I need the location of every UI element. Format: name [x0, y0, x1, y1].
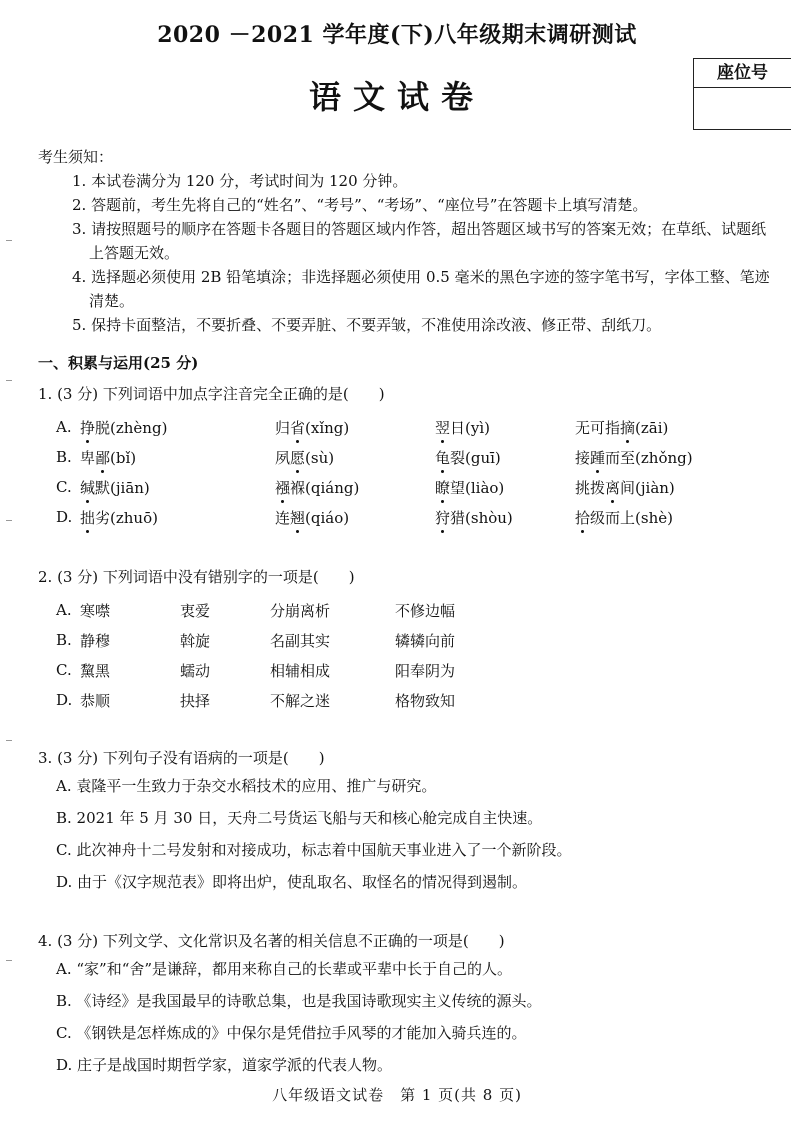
notice-item: 1. 本试卷满分为 120 分，考试时间为 120 分钟。: [72, 172, 408, 190]
option-word: [275, 507, 349, 528]
option-word: 恭顺: [80, 691, 111, 710]
dotted-character: 缄: [80, 478, 96, 497]
word-text: 间(jiàn): [620, 478, 675, 497]
word-text: (sù): [305, 448, 335, 467]
word-text: 劣(zhuō): [95, 508, 158, 527]
question-4: [38, 929, 758, 1081]
word-text: 归: [275, 418, 291, 437]
question-3: [38, 746, 758, 898]
word-text: 挑拨: [575, 478, 606, 497]
option-word: 不解之迷: [270, 691, 331, 710]
word-text: 默(jiān): [95, 478, 150, 497]
option-word: 分崩离析: [270, 601, 331, 620]
option-word: [435, 477, 504, 498]
option-word: [575, 507, 673, 528]
question-3-option-c: C. 此次神舟十二号发射和对接成功，标志着中国航天事业进入了一个新阶段。: [56, 841, 572, 859]
question-2-option-row: [38, 625, 758, 655]
question-3-option-d: D. 由于《汉字规范表》即将出炉，使乱取名、取怪名的情况得到遏制。: [56, 873, 528, 891]
dotted-character: 襁: [275, 478, 291, 497]
question-1-options: [38, 412, 758, 532]
question-2-option-row: [38, 655, 758, 685]
word-text: 卑: [80, 448, 96, 467]
word-text: 接: [575, 448, 591, 467]
option-word: 不修边幅: [395, 601, 456, 620]
word-text: 猎(shòu): [450, 508, 513, 527]
word-text: 连: [275, 508, 291, 527]
option-word: 阳奉阴为: [395, 661, 456, 680]
question-1-option-row: [38, 442, 758, 472]
question-4-option-c: C. 《钢铁是怎样炼成的》中保尔是凭借拉手风琴的才能加入骑兵连的。: [56, 1024, 527, 1042]
question-2-options: [38, 595, 758, 715]
page-footer: 八年级语文试卷 第 1 页(共 8 页): [272, 1086, 522, 1104]
option-word: [275, 477, 359, 498]
dotted-character: 省: [290, 418, 306, 437]
question-2: [38, 565, 758, 715]
notice-item: 4. 选择题必须使用 2B 铅笔填涂；非选择题必须使用 0.5 毫米的黑色字迹的签字笔书写，字体工整、笔迹清楚。: [72, 268, 770, 310]
option-label: A.: [56, 418, 72, 436]
word-text: 褓(qiáng): [290, 478, 360, 497]
dotted-character: 拙: [80, 508, 96, 527]
word-text: 无可指: [575, 418, 621, 437]
gutter-mark: [6, 960, 12, 961]
question-3-option-b: B. 2021 年 5 月 30 日，天舟二号货运飞船与天和核心舱完成自主快速。: [56, 809, 543, 827]
question-4-option-b: B. 《诗经》是我国最早的诗歌总集，也是我国诗歌现实主义传统的源头。: [56, 992, 542, 1010]
option-label: D.: [56, 691, 73, 709]
gutter-mark: [6, 380, 12, 381]
dotted-character: 挣: [80, 418, 96, 437]
option-word: 名副其实: [270, 631, 331, 650]
exam-title: 2020 －2021 学年度(下)八年级期末调研测试: [157, 22, 637, 48]
word-text: 裂(guī): [450, 448, 501, 467]
option-word: [435, 507, 513, 528]
option-word: [80, 447, 136, 468]
dotted-character: 翌: [435, 418, 451, 437]
option-word: 静穆: [80, 631, 111, 650]
option-word: 抉择: [180, 691, 211, 710]
option-word: [275, 417, 349, 438]
question-4-option-a: A. “家”和“舍”是谦辞，都用来称自己的长辈或平辈中长于自己的人。: [56, 960, 513, 978]
question-2-option-row: [38, 685, 758, 715]
dotted-character: 摘: [620, 418, 636, 437]
question-1-option-row: [38, 412, 758, 442]
section-1-heading: 一、积累与运用(25 分): [38, 354, 199, 372]
gutter-mark: [6, 740, 12, 741]
question-2-option-row: [38, 595, 758, 625]
option-label: D.: [56, 508, 73, 526]
word-text: 夙: [275, 448, 291, 467]
question-1-stem: 1. (3 分) 下列词语中加点字注音完全正确的是( ): [38, 385, 385, 403]
notice-heading: 考生须知：: [38, 148, 114, 166]
option-word: [80, 477, 150, 498]
option-label: C.: [56, 478, 72, 496]
option-word: 寒噤: [80, 601, 111, 620]
dotted-character: 踵: [590, 448, 606, 467]
option-word: [80, 417, 167, 438]
option-word: [435, 417, 490, 438]
question-1-option-row: [38, 472, 758, 502]
word-text: (zāi): [635, 418, 669, 437]
word-text: 望(liào): [450, 478, 505, 497]
option-label: B.: [56, 448, 72, 466]
option-label: C.: [56, 661, 72, 679]
word-text: 脱(zhèng): [95, 418, 168, 437]
word-text: (bǐ): [110, 448, 137, 467]
dotted-character: 拾: [575, 508, 591, 527]
section-heading: [38, 352, 198, 373]
dotted-character: 狩: [435, 508, 451, 527]
option-word: [575, 447, 693, 468]
dotted-character: 翘: [290, 508, 306, 527]
word-text: 日(yì): [450, 418, 490, 437]
notice-item: 5. 保持卡面整洁，不要折叠、不要弄脏、不要弄皱，不准使用涂改液、修正带、刮纸刀。: [72, 316, 662, 334]
option-word: 黧黑: [80, 661, 111, 680]
option-word: [435, 447, 501, 468]
option-word: 相辅相成: [270, 661, 331, 680]
option-word: [575, 477, 675, 498]
seat-number-box: [693, 58, 791, 130]
question-4-stem: 4. (3 分) 下列文学、文化常识及名著的相关信息不正确的一项是( ): [38, 932, 505, 950]
question-1: [38, 382, 758, 532]
option-word: [80, 507, 158, 528]
option-word: [575, 417, 668, 438]
option-label: A.: [56, 601, 72, 619]
dotted-character: 瞭: [435, 478, 451, 497]
word-text: 而至(zhǒng): [605, 448, 693, 467]
gutter-mark: [6, 520, 12, 521]
option-word: 斡旋: [180, 631, 211, 650]
candidate-notice: [38, 145, 778, 337]
dotted-character: 鄙: [95, 448, 111, 467]
question-2-stem: 2. (3 分) 下列词语中没有错别字的一项是( ): [38, 568, 355, 586]
dotted-character: 离: [605, 478, 621, 497]
option-word: 衷爱: [180, 601, 211, 620]
question-3-stem: 3. (3 分) 下列句子没有语病的一项是( ): [38, 749, 325, 767]
word-text: 级而上(shè): [590, 508, 673, 527]
option-word: [275, 447, 334, 468]
question-3-option-a: A. 袁隆平一生致力于杂交水稻技术的应用、推广与研究。: [56, 777, 437, 795]
word-text: (xǐng): [305, 418, 350, 437]
option-label: B.: [56, 631, 72, 649]
word-text: (qiáo): [305, 508, 350, 527]
paper-title: 语文试卷: [308, 78, 485, 116]
notice-item: 2. 答题前，考生先将自己的“姓名”、“考号”、“考场”、“座位号”在答题卡上填写清楚。: [72, 196, 648, 214]
notice-item: 3. 请按照题号的顺序在答题卡各题目的答题区域内作答，超出答题区域书写的答案无效；在草纸、试题纸上答题无效。: [72, 220, 767, 262]
seat-number-label: 座位号: [694, 59, 791, 88]
question-4-option-d: D. 庄子是战国时期哲学家，道家学派的代表人物。: [56, 1056, 393, 1074]
dotted-character: 愿: [290, 448, 306, 467]
option-word: 格物致知: [395, 691, 456, 710]
option-word: 蠕动: [180, 661, 211, 680]
option-word: 辚辚向前: [395, 631, 456, 650]
gutter-mark: [6, 240, 12, 241]
question-1-option-row: [38, 502, 758, 532]
dotted-character: 龟: [435, 448, 451, 467]
